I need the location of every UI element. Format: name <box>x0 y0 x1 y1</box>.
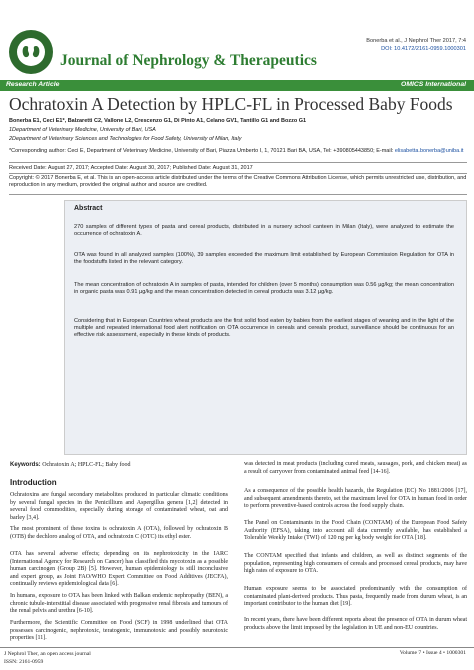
abstract-paragraph: The mean concentration of ochratoxin A in samples of pasta, intended for children (over 5 months) consumption was 0.56 µg/kg; the mean concentration in organic pasta was 0.91 µg/kg and the mean concentration detected in cereal products was 3.12 µg/kg. <box>74 282 454 296</box>
authors: Bonerba E1, Ceci E1*, Balzaretti C2, Vallone L2, Crescenzo G1, Di Pinto A1, Celano GV1, Tantillo G1 and Bozzo G1 <box>9 118 307 124</box>
paragraph: The most prominent of these toxins is ochratoxin A (OTA), followed by ochratoxin B (OTB) the dechloro analog of OTA, and ochratoxin C (OTC) its ethyl ester. <box>10 526 228 540</box>
abstract-paragraph: 270 samples of different types of pasta and cereal products, distributed in a nursery school canteen in Milan (Italy), were analyzed to estimate the occurrence of ochratoxin A. <box>74 224 454 238</box>
affiliation-1: 1Department of Veterinary Medicine, University of Bari, USA <box>9 127 156 133</box>
keywords <box>10 462 131 468</box>
doi-link[interactable]: DOI: 10.4172/2161-0959.1000301 <box>381 45 466 52</box>
corresponding-text: *Corresponding author: Ceci E, Department of Veterinary Medicine, University of Bari, Piazza Umberto I, 1, 70121 Bari BA, USA, Tel: +390805443850; E-mail: <box>9 148 394 154</box>
paper-title: Ochratoxin A Detection by HPLC-FL in Processed Baby Foods <box>9 94 453 114</box>
keywords-label: Keywords: <box>10 462 41 468</box>
paragraph: Human exposure seems to be associated predominantly with the consumption of contaminated plant-derived products. Thus pasta, frequently made from durum wheat, is an important contributor to the human diet [19]. <box>244 586 467 608</box>
citation-info <box>366 38 466 53</box>
paragraph: was detected in meat products (including cured meats, sausages, pork, and chicken meat) as a result of carryover from contaminated animal feed [14-16]. <box>244 461 467 475</box>
corresponding-author <box>9 148 467 155</box>
divider <box>9 194 467 195</box>
email-link[interactable]: elisabetta.bonerba@uniba.it <box>394 148 464 154</box>
footer-journal-name: J Nephrol Ther, an open access journal <box>4 651 91 657</box>
citation-line: Bonerba et al., J Nephrol Ther 2017, 7:4 <box>366 38 466 44</box>
divider <box>9 173 467 174</box>
paragraph: In humans, exposure to OTA has been linked with Balkan endemic nephropathy (BEN), a chronic tubule-interstitial disease associated with progressive renal fibrosis and tumours of the renal pelvis and urethra [6-10]. <box>10 593 228 615</box>
journal-title: Journal of Nephrology & Therapeutics <box>60 52 317 69</box>
abstract-paragraph: Considering that in European Countries wheat products are the first solid food eaten by babies from the earliest stages of weaning and in the light of the multiple and repeated international food alert notification on OTA occurrence in cereals and cereals product, surveillance should be continuous for an effective risk assessment, especially in these kinds of products. <box>74 318 454 339</box>
abstract-paragraph: OTA was found in all analyzed samples (100%), 39 samples exceeded the maximum limit established by European Commission Regulation for OTA in the foodstuffs listed in the relevant category. <box>74 252 454 266</box>
divider <box>9 162 467 163</box>
kidney-icon <box>17 38 45 66</box>
keywords-value: Ochratoxin A; HPLC-FL; Baby food <box>42 462 131 468</box>
footer-journal <box>4 650 91 666</box>
paragraph: Ochratoxins are fungal secondary metabolites produced in particular climatic conditions by several fungal species in the Penicillium and Aspergillus genera [1,2] detected in several food commodities, especially during storage of contaminated wheat, oat and barley [3,4]. <box>10 492 228 521</box>
journal-logo <box>9 30 53 74</box>
footer-issn: ISSN: 2161-0959 <box>4 659 44 665</box>
paragraph: As a consequence of the possible health hazards, the Regulation (EC) No 1881/2006 [17], and subsequent amendments thereto, set the maximum level for OTA in human food in order to perform preventive-based controls across the food supply chain. <box>244 488 467 510</box>
paragraph: The Panel on Contaminants in the Food Chain (CONTAM) of the European Food Safety Authority (EFSA), taking into account all data currently available, has established a Tolerable Weekly Intake (TWI) of 120 ng per kg body weight for OTA [18]. <box>244 520 467 542</box>
paragraph: OTA has several adverse effects; depending on its nephrotoxicity in the IARC (International Agency for Research on Cancer) has classified this mycotoxin as a possible human carcinogen (Group 2B) [5]. However, human epidemiology is still inconclusive and expert group, as Joint FAO/WHO Expert Committee on Food Additives (JECFA), continually reviews epidemiological data [6]. <box>10 551 228 588</box>
abstract-title: Abstract <box>74 205 103 212</box>
dates: Received Date: August 27, 2017; Accepted Date: August 30, 2017; Published Date: August 31, 2017 <box>9 165 253 171</box>
article-type: Research Article <box>6 81 60 88</box>
paragraph: Furthermore, the Scientific Committee on Food (SCF) in 1998 underlined that OTA possesses carcinogenic, nephrotoxic, teratogenic, immunotoxic and possibly neurotoxic properties [11]. <box>10 620 228 642</box>
footer-divider <box>0 647 474 648</box>
paragraph: In recent years, there have been different reports about the presence of OTA in durum wheat products above the limit imposed by the legislation in UE and non-EU countries. <box>244 617 467 631</box>
section-title: Introduction <box>10 478 57 487</box>
footer-volume: Volume 7 • Issue 4 • 1000301 <box>399 650 466 656</box>
copyright: Copyright: © 2017 Bonerba E, et al. This is an open-access article distributed under the terms of the Creative Commons Attribution License, which permits unrestricted use, distribution, and reproduction in any medium, provided the original author and source are credited. <box>9 175 467 188</box>
publisher: OMICS International <box>401 81 466 88</box>
paragraph: The CONTAM specified that infants and children, as well as distinct segments of the population, representing high consumers of cereals and processed cereal products, may have high rates of exposure to OTA. <box>244 553 467 575</box>
affiliation-2: 2Department of Veterinary Sciences and Technologies for Food Safety, University of Milan, Italy <box>9 136 242 142</box>
